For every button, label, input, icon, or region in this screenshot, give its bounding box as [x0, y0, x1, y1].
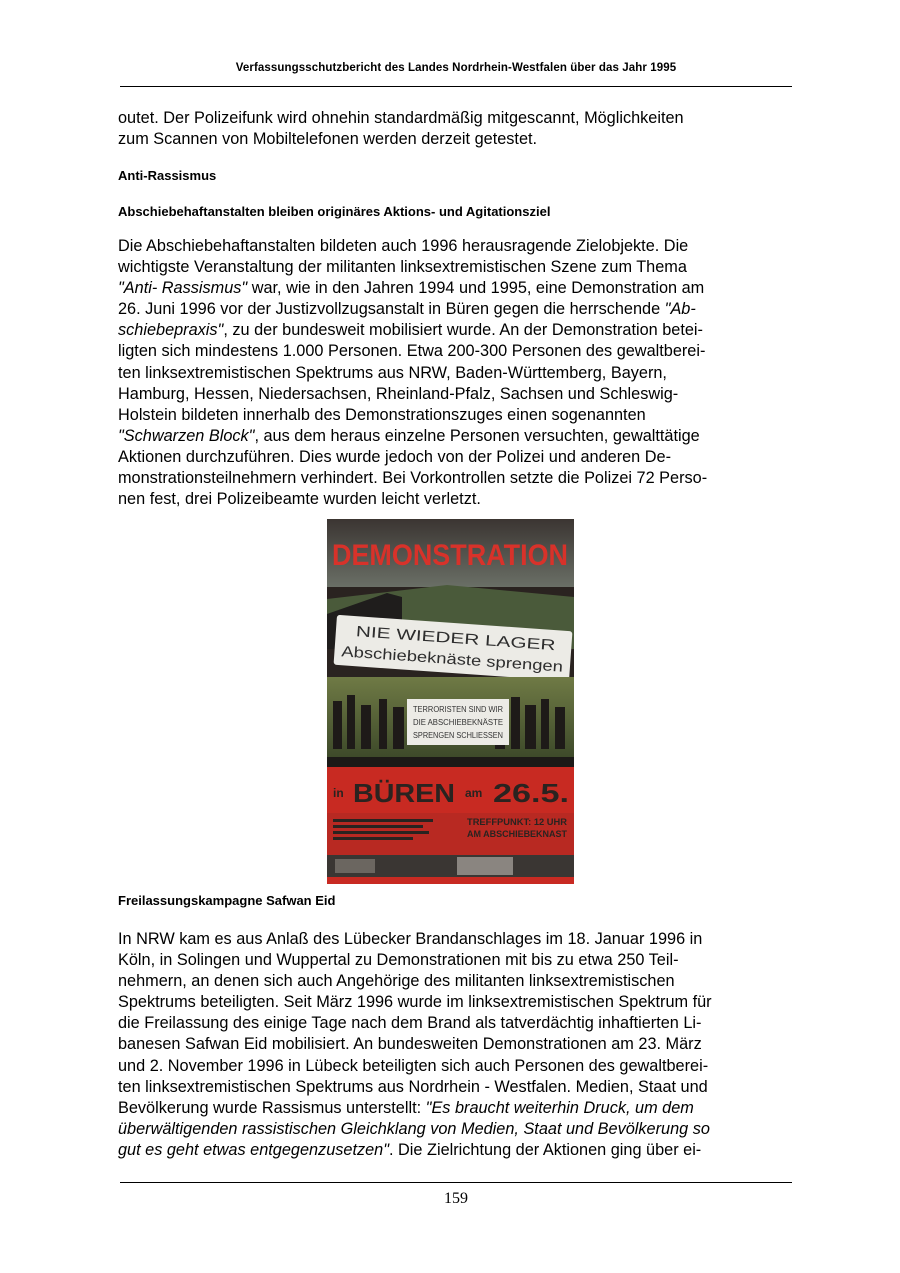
text-line: [118, 320, 798, 341]
text-run: banesen Safwan Eid mobilisiert. An bundesweiten Demonstrationen am 23. März: [118, 1035, 702, 1054]
text-line: [118, 257, 798, 278]
text-run: die Freilassung des einige Tage nach dem Brand als tatverdächtig inhaftierten Li-: [118, 1014, 702, 1033]
text-line: [118, 1056, 798, 1077]
text-line: [118, 129, 798, 150]
paragraph-safwan-eid: [118, 929, 798, 1161]
text-line: [118, 1098, 798, 1119]
subheading-safwan-eid: Freilassungskampagne Safwan Eid: [118, 893, 336, 908]
text-run: Die Abschiebehaftanstalten bildeten auch 1996 herausragende Zielobjekte. Die: [118, 237, 689, 255]
text-line: [118, 299, 798, 320]
text-line: [118, 236, 798, 257]
paragraph-intro: [118, 108, 798, 150]
footer-rule: [120, 1182, 792, 1183]
running-header: Verfassungsschutzbericht des Landes Nordrhein-Westfalen über das Jahr 1995: [235, 62, 677, 74]
text-run: nehmern, an denen sich auch Angehörige des militanten linksextremistischen: [118, 972, 675, 991]
text-run: Aktionen durchzuführen. Dies wurde jedoch von der Polizei und anderen De-: [118, 447, 671, 466]
text-run: Holstein bildeten innerhalb des Demonstrationszuges einen sogenannten: [118, 405, 646, 424]
text-line: [118, 278, 798, 299]
text-run: zum Scannen von Mobiltelefonen werden derzeit getestet.: [118, 130, 538, 149]
page-number: 159: [444, 1190, 468, 1207]
text-run: Hamburg, Hessen, Niedersachsen, Rheinland-Pfalz, Sachsen und Schleswig-: [118, 384, 679, 403]
italic-quote: "Anti- Rassismus": [118, 279, 248, 298]
text-line: [118, 426, 798, 447]
text-run: war, wie in den Jahren 1994 und 1995, eine Demonstration am: [247, 279, 705, 298]
demonstration-poster-image: [327, 519, 574, 884]
poster-place-prefix: in: [333, 786, 344, 800]
text-line: [118, 971, 798, 992]
italic-quote: "Ab-: [664, 300, 696, 319]
text-run: Köln, in Solingen und Wuppertal zu Demonstrationen mit bis zu etwa 250 Teil-: [118, 951, 679, 970]
text-run: ligten sich mindestens 1.000 Personen. Etwa 200-300 Personen des gewaltberei-: [118, 342, 706, 361]
text-line: [118, 1034, 798, 1055]
text-run: Spektrums beteiligten. Seit März 1996 wurde im linksextremistischen Spektrum für: [118, 993, 712, 1012]
poster-small-banner-line-2: DIE ABSCHIEBEKNÄSTE: [413, 718, 503, 727]
section-heading: Anti-Rassismus: [118, 168, 217, 183]
poster-place: BÜREN: [353, 778, 455, 808]
paragraph-abschiebehaft: [118, 236, 798, 510]
text-line: [118, 1140, 798, 1161]
text-line: [118, 950, 798, 971]
poster-date: 26.5.: [493, 778, 569, 808]
poster-date-prefix: am: [465, 786, 483, 800]
italic-quote: überwältigenden rassistischen Gleichklang von Medien, Staat und Bevölkerung so: [118, 1119, 710, 1138]
poster-meeting-line-2: AM ABSCHIEBEKNAST: [467, 829, 568, 839]
text-run: outet. Der Polizeifunk wird ohnehin standardmäßig mitgescannt, Möglichkeiten: [118, 109, 684, 127]
text-line: [118, 341, 798, 362]
header-rule: [120, 86, 792, 87]
text-line: [118, 405, 798, 426]
text-run: ten linksextremistischen Spektrums aus NRW, Baden-Württemberg, Bayern,: [118, 363, 667, 382]
text-line: [118, 992, 798, 1013]
poster-small-banner-line-3: SPRENGEN SCHLIESSEN: [413, 731, 504, 740]
text-run: In NRW kam es aus Anlaß des Lübecker Brandanschlages im 18. Januar 1996 in: [118, 930, 703, 948]
text-line: [118, 108, 798, 129]
text-run: Bevölkerung wurde Rassismus unterstellt:: [118, 1098, 426, 1117]
text-line: [118, 384, 798, 405]
text-run: ten linksextremistischen Spektrums aus Nordrhein - Westfalen. Medien, Staat und: [118, 1077, 708, 1096]
text-line: [118, 929, 798, 950]
text-run: , aus dem heraus einzelne Personen versuchten, gewalttätige: [254, 426, 700, 445]
text-run: und 2. November 1996 in Lübeck beteiligten sich auch Personen des gewaltberei-: [118, 1056, 709, 1075]
text-run: . Die Zielrichtung der Aktionen ging über ei-: [389, 1140, 702, 1159]
italic-quote: "Schwarzen Block": [118, 426, 255, 445]
poster-banner-line-2: Abschiebeknäste sprengen: [340, 643, 523, 673]
italic-quote: gut es geht etwas entgegenzusetzen": [118, 1140, 389, 1159]
italic-quote: schiebepraxis": [118, 321, 224, 340]
text-line: [118, 363, 798, 384]
poster-meeting-line-1: TREFFPUNKT: 12 UHR: [467, 817, 568, 827]
text-line: [118, 468, 798, 489]
text-run: monstrationsteilnehmern verhindert. Bei Vorkontrollen setzte die Polizei 72 Perso-: [118, 469, 708, 488]
text-run: , zu der bundesweit mobilisiert wurde. An der Demonstration betei-: [223, 321, 703, 340]
text-run: nen fest, drei Polizeibeamte wurden leicht verletzt.: [118, 490, 481, 509]
text-line: [118, 1119, 798, 1140]
poster-banner-line-1: NIE WIEDER LAGER: [355, 623, 501, 651]
text-line: [118, 447, 798, 468]
text-run: wichtigste Veranstaltung der militanten linksextremistischen Szene zum Thema: [118, 258, 687, 277]
text-run: 26. Juni 1996 vor der Justizvollzugsanstalt in Büren gegen die herrschende: [118, 300, 665, 319]
text-line: [118, 1077, 798, 1098]
poster-small-banner-line-1: TERRORISTEN SIND WIR: [413, 705, 504, 714]
poster-title: DEMONSTRATION: [332, 539, 568, 572]
italic-quote: "Es braucht weiterhin Druck, um dem: [425, 1098, 694, 1117]
text-line: [118, 489, 798, 510]
text-line: [118, 1013, 798, 1034]
subheading-abschiebehaft: Abschiebehaftanstalten bleiben originäres Aktions- und Agitationsziel: [118, 204, 551, 219]
